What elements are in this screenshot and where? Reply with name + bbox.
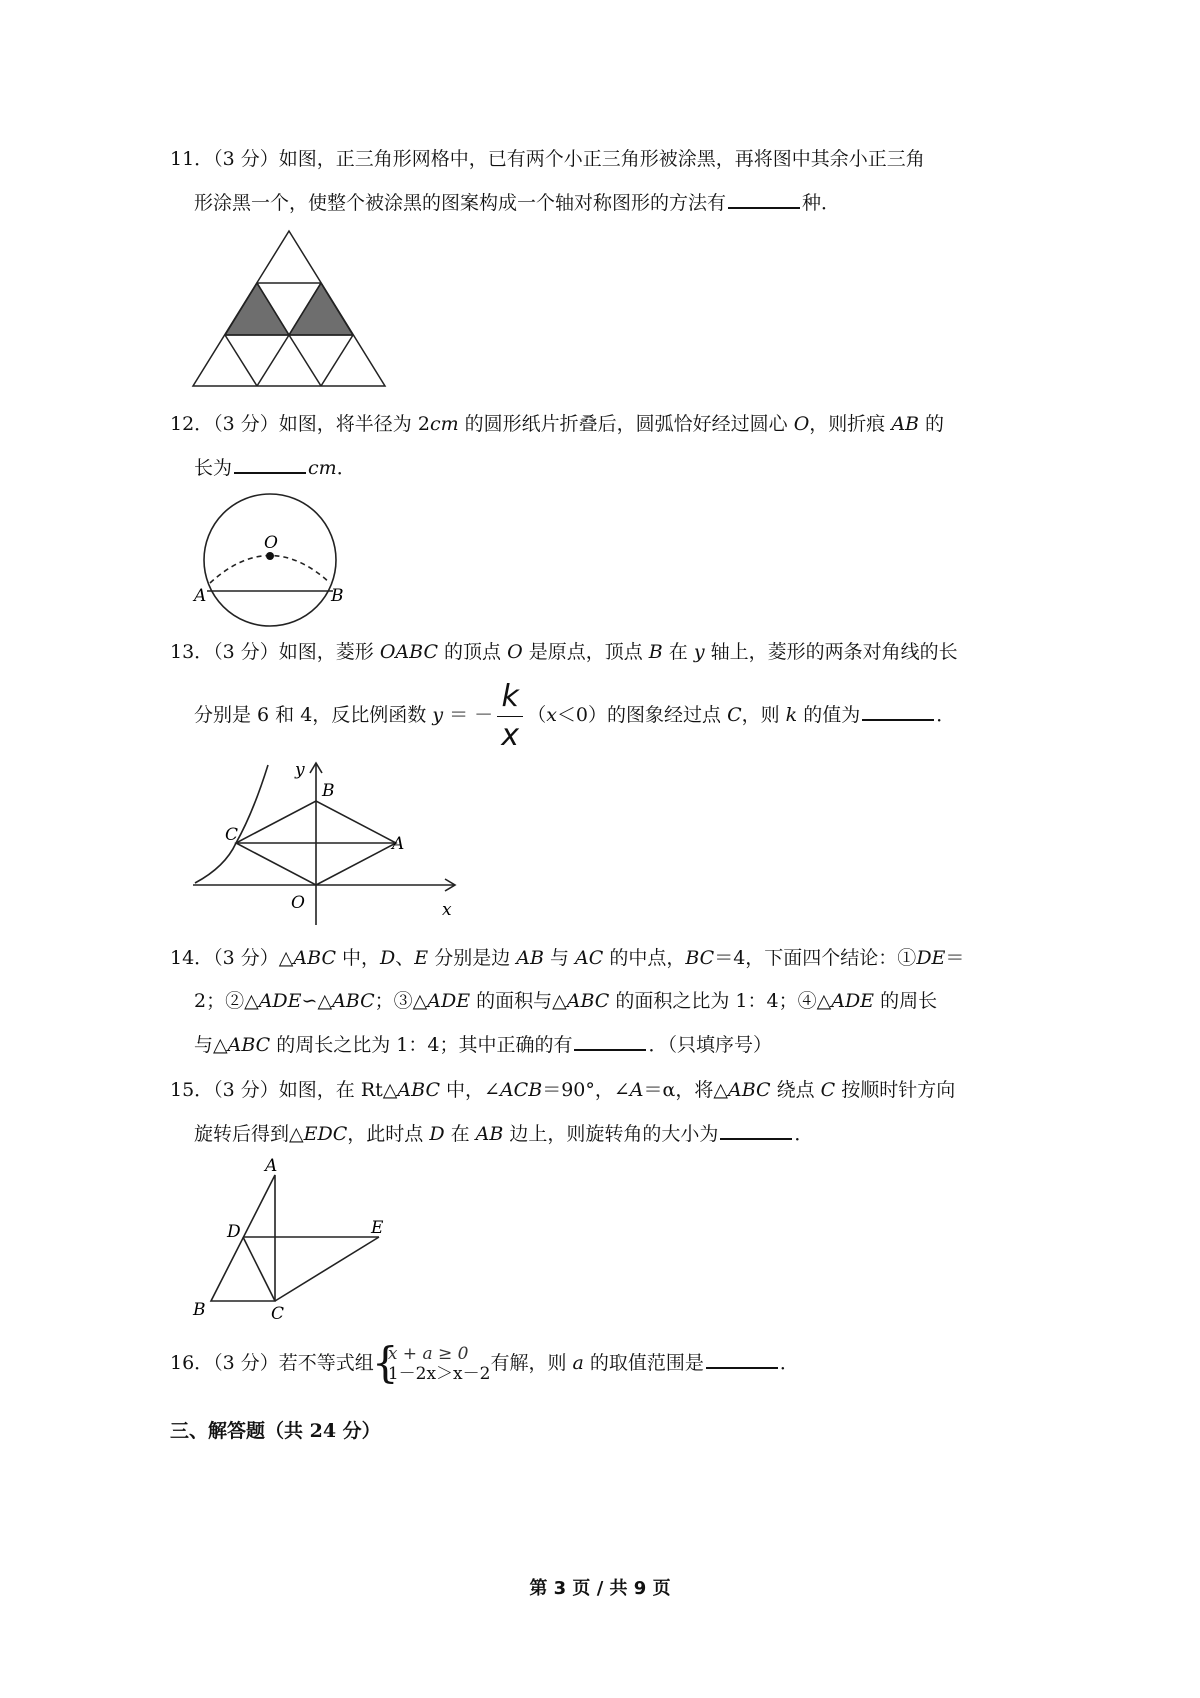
inequality-system: { x + a ≥ 0 1－2x＞x－2 [371,1338,491,1387]
q16-line: 16．（3 分）若不等式组 { x + a ≥ 0 1－2x＞x－2 有解，则 a 的取值范围是 ． [170,1338,799,1387]
shaded-triangle-right [289,283,353,335]
q12-line2: 长为 cm． [194,454,356,481]
q14-line2: 2；②△ADE∽△ABC；③△ADE 的面积与△ABC 的面积之比为 1：4；④△ADE 的周长 [194,990,938,1012]
label-A: A [392,834,405,854]
label-C: C [225,825,239,845]
answer-blank [234,454,306,474]
section-heading: 三、解答题（共 24 分） [170,1420,381,1442]
answer-blank [720,1120,792,1140]
label-O: O [264,533,278,553]
answer-blank [728,189,800,209]
label-D: D [227,1222,241,1242]
fraction-k-over-x: $\frac{k}{x}$ [497,680,523,753]
folded-circle-figure [185,490,355,630]
rotation-triangle-figure [185,1155,405,1325]
answer-blank [574,1031,646,1051]
q14-line3: 与△ABC 的周长之比为 1：4；其中正确的有 ．（只填序号） [194,1031,772,1058]
label-A: A [265,1156,278,1176]
answer-blank [862,701,934,721]
label-E: E [371,1218,384,1238]
label-B: B [331,586,344,606]
q15-line2: 旋转后得到△EDC，此时点 D 在 AB 边上，则旋转角的大小为 ． [194,1120,813,1147]
page-number: 第 3 页 / 共 9 页 [529,1578,671,1599]
rhombus-coordinate-figure [185,755,475,935]
triangle-grid-figure [185,225,395,390]
q14-line1: 14．（3 分）△ABC 中，D、E 分别是边 AB 与 AC 的中点，BC＝4，下面四个结论：①DE＝ [170,947,965,969]
label-B: B [322,781,335,801]
label-B: B [193,1300,206,1320]
shaded-triangle-left [225,283,289,335]
answer-blank [706,1349,778,1369]
q15-line1: 15．（3 分）如图，在 Rt△ABC 中，∠ACB＝90°，∠A＝α，将△ABC 绕点 C 按顺时针方向 [170,1079,956,1101]
label-O: O [291,893,305,913]
q13-line1: 13．（3 分）如图，菱形 OABC 的顶点 O 是原点，顶点 B 在 y 轴上，菱形的两条对角线的长 [170,641,958,663]
label-y: y [295,760,305,780]
label-C: C [271,1304,285,1324]
q13-line2: 分别是 6 和 4，反比例函数 y ＝ － $\frac{k}{x}$ （x＜0）的图象经过点 C，则 k 的值为 ． [194,678,956,753]
label-A: A [194,586,207,606]
q11-line1: 11．（3 分）如图，正三角形网格中，已有两个小正三角形被涂黑，再将图中其余小正三角 [170,148,925,170]
label-x: x [442,900,452,920]
q11-line2: 形涂黑一个，使整个被涂黑的图案构成一个轴对称图形的方法有 种． [194,189,840,216]
q12-line1: 12．（3 分）如图，将半径为 2cm 的圆形纸片折叠后，圆弧恰好经过圆心 O，则折痕 AB 的 [170,413,945,435]
